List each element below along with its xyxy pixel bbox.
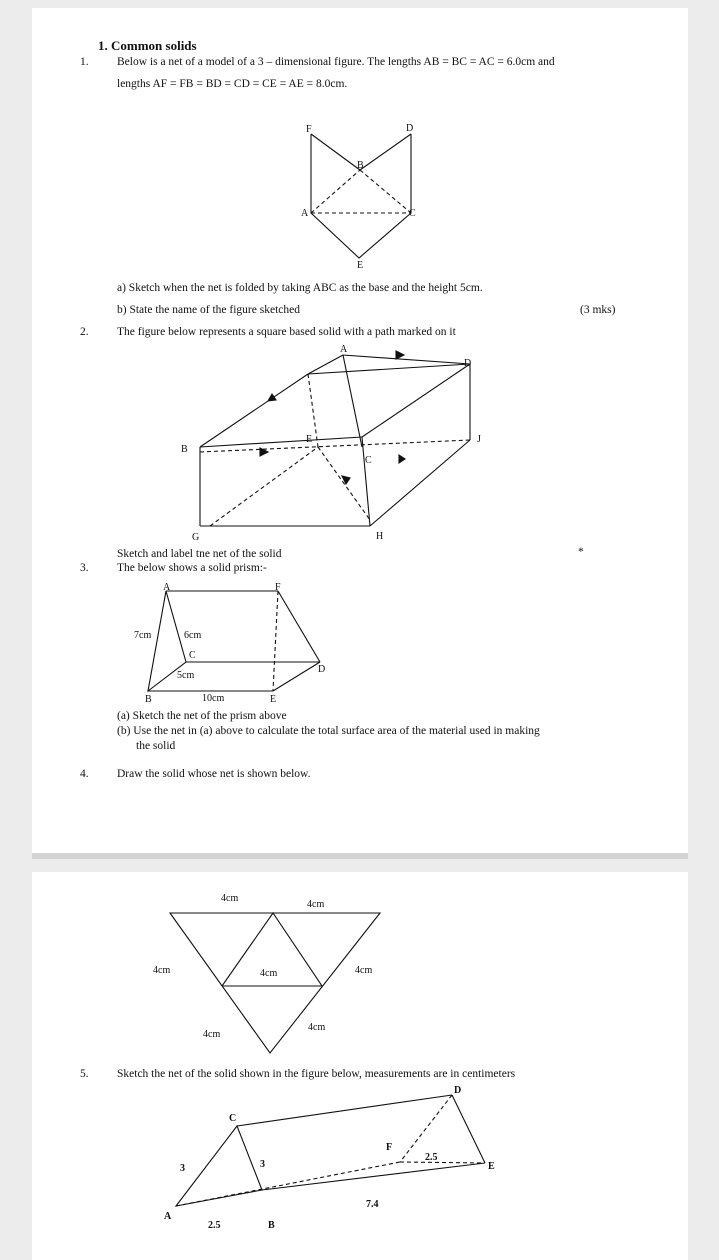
q2-label-j: J <box>477 434 481 445</box>
question-1-part-a: a) Sketch when the net is folded by taking ABC as the base and the height 5cm. <box>117 282 483 294</box>
q5-label-a: A <box>164 1211 172 1222</box>
q4-dim-top-left: 4cm <box>221 893 239 904</box>
question-3-text: The below shows a solid prism:- <box>117 562 267 574</box>
q5-dim-ca: 3 <box>180 1163 185 1174</box>
question-1-part-b: b) State the name of the figure sketched <box>117 304 300 316</box>
q5-dim-cb: 3 <box>260 1159 265 1170</box>
q1-label-e: E <box>357 260 364 271</box>
q2-label-c: C <box>365 455 372 466</box>
q3-dim-be: 10cm <box>202 693 225 704</box>
q3-label-b: B <box>145 694 152 705</box>
q5-label-d: D <box>454 1085 462 1096</box>
q1-label-b: B <box>357 160 364 171</box>
q3-label-a: A <box>163 582 171 593</box>
q5-dim-fe: 2.5 <box>425 1152 438 1163</box>
q2-label-e: E <box>306 434 313 445</box>
q5-dim-ab: 2.5 <box>208 1220 221 1231</box>
q3-label-f: F <box>275 582 281 593</box>
question-5-number: 5. <box>80 1068 89 1080</box>
q5-label-b: B <box>268 1220 275 1231</box>
question-4-text: Draw the solid whose net is shown below. <box>117 768 311 780</box>
q3-label-e: E <box>270 694 277 705</box>
q2-label-b: B <box>181 444 188 455</box>
q4-dim-top-right: 4cm <box>307 899 325 910</box>
q2-label-g: G <box>192 532 200 543</box>
q3-label-c: C <box>189 650 196 661</box>
q3-label-d: D <box>318 664 326 675</box>
q5-label-f: F <box>386 1142 393 1153</box>
q2-label-d: D <box>464 358 472 369</box>
q5-label-c: C <box>229 1113 237 1124</box>
q5-front-triangle <box>176 1126 262 1206</box>
section-title: 1. Common solids <box>98 38 197 53</box>
question-1-number: 1. <box>80 56 89 68</box>
question-5-text: Sketch the net of the solid shown in the figure below, measurements are in centimeters <box>117 1068 516 1080</box>
q4-dim-bottom-right: 4cm <box>308 1022 326 1033</box>
q2-label-h: H <box>376 531 384 542</box>
q3-dim-cb: 5cm <box>177 670 195 681</box>
q5-hidden-fe <box>400 1162 485 1163</box>
q5-edge-be <box>262 1163 485 1190</box>
question-3-part-b-line1: (b) Use the net in (a) above to calculate the total surface area of the material used in making <box>117 725 540 737</box>
q1-label-f: F <box>306 124 312 135</box>
q1-label-a: A <box>301 208 309 219</box>
q1-label-c: C <box>409 208 416 219</box>
question-2-text: The figure below represents a square based solid with a path marked on it <box>117 326 456 338</box>
q2-label-a: A <box>340 344 348 355</box>
question-2-number: 2. <box>80 326 89 338</box>
q4-dim-right: 4cm <box>355 965 373 976</box>
question-2-star: * <box>578 546 584 558</box>
q5-label-e: E <box>488 1161 495 1172</box>
q5-edge-de <box>452 1095 485 1163</box>
question-3-part-b-line2: the solid <box>136 740 176 752</box>
question-2-instruction: Sketch and label tne net of the solid <box>117 548 282 560</box>
question-3-number: 3. <box>80 562 89 574</box>
q3-dim-ac: 6cm <box>184 630 202 641</box>
question-1-marks: (3 mks) <box>580 304 616 316</box>
question-3-part-a: (a) Sketch the net of the prism above <box>117 710 287 722</box>
q4-dim-center: 4cm <box>260 968 278 979</box>
q4-dim-bottom-left: 4cm <box>203 1029 221 1040</box>
q5-edge-cd <box>237 1095 452 1126</box>
q4-dim-left: 4cm <box>153 965 171 976</box>
q1-label-d: D <box>406 123 414 134</box>
question-1-text-line1: Below is a net of a model of a 3 – dimensional figure. The lengths AB = BC = AC = 6.0cm and <box>117 56 555 68</box>
q5-dim-be: 7.4 <box>366 1199 379 1210</box>
q3-dim-ab: 7cm <box>134 630 152 641</box>
question-1-text-line2: lengths AF = FB = BD = CD = CE = AE = 8.0cm. <box>117 78 348 90</box>
question-4-number: 4. <box>80 768 89 780</box>
